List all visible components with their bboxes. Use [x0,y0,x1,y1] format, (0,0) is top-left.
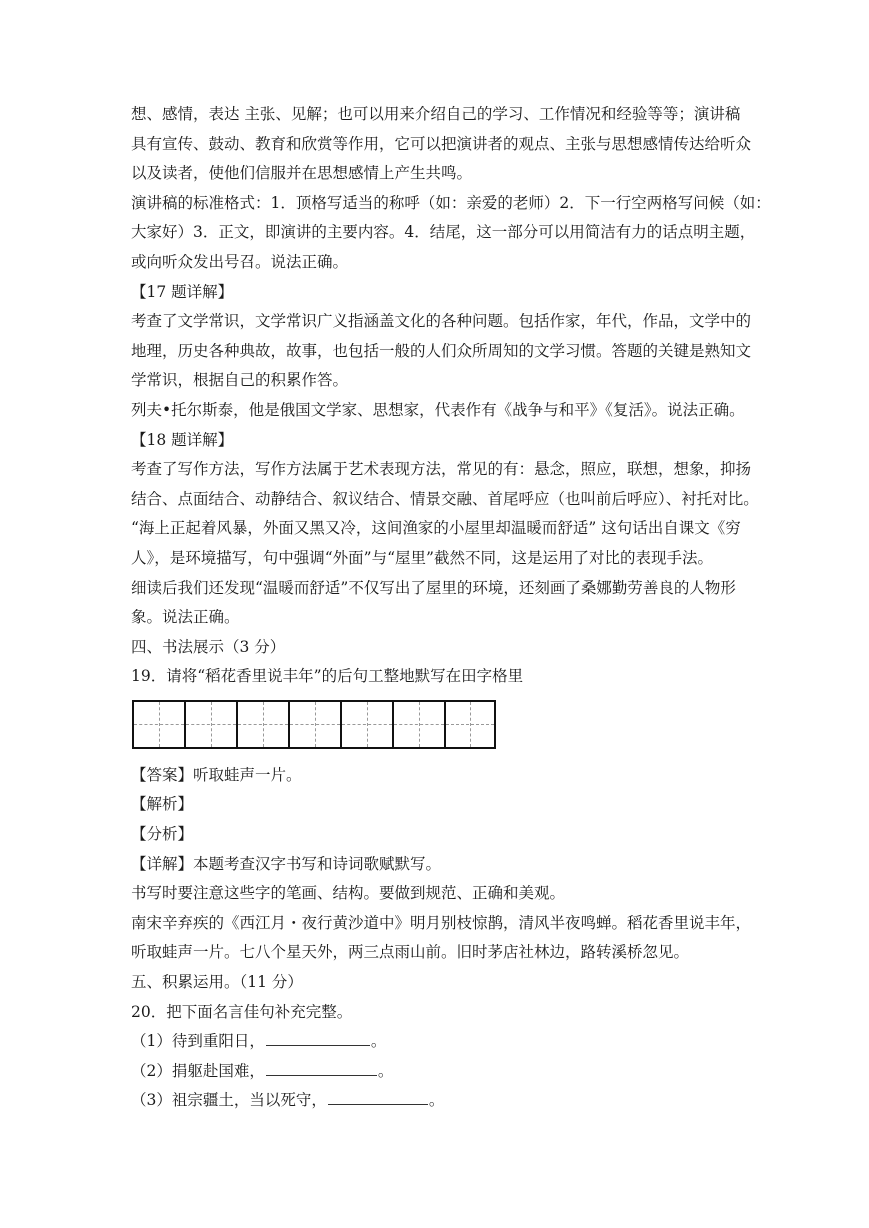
section-heading-calligraphy: 四、书法展示（3 分） [131,637,286,656]
answer-line: 【答案】听取蛙声一片。 [131,765,302,784]
section-heading-18: 【18 题详解】 [131,430,234,449]
text-line: 南宋辛弃疾的《西江月・夜行黄沙道中》明月别枝惊鹊，清风半夜鸣蝉。稻花香里说丰年， [131,913,752,932]
text-line: 考查了文学常识，文学常识广义指涵盖文化的各种问题。包括作家，年代，作品，文学中的 [131,312,752,331]
fill-suffix: 。 [428,1091,445,1110]
grid-cell [184,700,236,749]
grid-cell [236,700,288,749]
fill-suffix: 。 [377,1061,394,1080]
grid-cell [132,700,184,749]
grid-cell [340,700,392,749]
fill-blank [328,1086,428,1105]
text-line: 细读后我们还发现“温暖而舒适”不仅写出了屋里的环境，还刻画了桑娜勤劳善良的人物形 [131,578,736,597]
fill-item [131,1086,747,1116]
text-line: 以及读者，使他们信服并在思想感情上产生共鸣。 [131,164,473,183]
fill-prefix: （2）捐躯赴国难， [131,1061,265,1080]
analysis-label: 【解析】 [131,795,194,814]
text-line: 人》，是环境描写，句中强调“外面”与“屋里”截然不同，这是运用了对比的表现手法。 [131,548,713,567]
text-line: 书写时要注意这些字的笔画、结构。要做到规范、正确和美观。 [131,884,566,903]
fill-suffix: 。 [370,1032,387,1051]
fill-blank [266,1027,370,1046]
question-20: 20．把下面名言佳句补充完整。 [131,1002,353,1021]
text-line: 听取蛙声一片。七八个星天外，两三点雨山前。旧时茅店社林边，路转溪桥忽见。 [131,943,690,962]
fill-item [131,1027,747,1057]
grid-cell [392,700,444,749]
analysis-label: 【分析】 [131,825,194,844]
section-heading-17: 【17 题详解】 [131,282,234,301]
text-line: “海上正起着风暴，外面又黑又冷，这间渔家的小屋里却温暖而舒适” 这句话出自课文《穷 [131,519,741,538]
text-line: 演讲稿的标准格式：1．顶格写适当的称呼（如：亲爱的老师）2．下一行空两格写问候（如： [131,193,771,212]
detail-line: 【详解】本题考查汉字书写和诗词歌赋默写。 [131,854,442,873]
text-line: 结合、点面结合、动静结合、叙议结合、情景交融、首尾呼应（也叫前后呼应）、衬托对比。 [131,489,759,508]
question-19: 19．请将“稻花香里说丰年”的后句工整地默写在田字格里 [131,667,524,686]
text-block-bottom [131,761,752,1116]
text-line: 象。说法正确。 [131,608,240,627]
grid-cell [288,700,340,749]
fill-blank [266,1057,377,1076]
fill-item [131,1057,747,1087]
text-line: 想、感情，表达 主张、见解；也可以用来介绍自己的学习、工作情况和经验等等；演讲稿 [131,105,741,123]
text-line: 考查了写作方法，写作方法属于艺术表现方法，常见的有：悬念，照应，联想，想象，抑扬 [131,460,752,479]
fill-prefix: （3）祖宗疆土，当以死守， [131,1091,327,1110]
tianzige-grid [132,700,499,749]
section-heading-accumulation: 五、积累运用。（11 分） [131,973,303,992]
text-line: 大家好）3．正文，即演讲的主要内容。4．结尾，这一部分可以用简洁有力的话点明主题， [131,223,756,242]
grid-cell [444,700,496,749]
text-block-top [131,100,771,692]
text-line: 具有宣传、鼓动、教育和欣赏等作用，它可以把演讲者的观点、主张与思想感情传达给听众 [131,134,752,153]
text-line: 列夫•托尔斯泰，他是俄国文学家、思想家，代表作有《战争与和平》《复活》。说法正确。 [131,400,745,419]
text-line: 学常识，根据自己的积累作答。 [131,371,349,390]
text-line: 地理，历史各种典故，故事，也包括一般的人们众所周知的文学习惯。答题的关键是熟知文 [131,341,752,360]
fill-prefix: （1）待到重阳日， [131,1032,265,1051]
text-line: 或向听众发出号召。说法正确。 [131,252,349,271]
